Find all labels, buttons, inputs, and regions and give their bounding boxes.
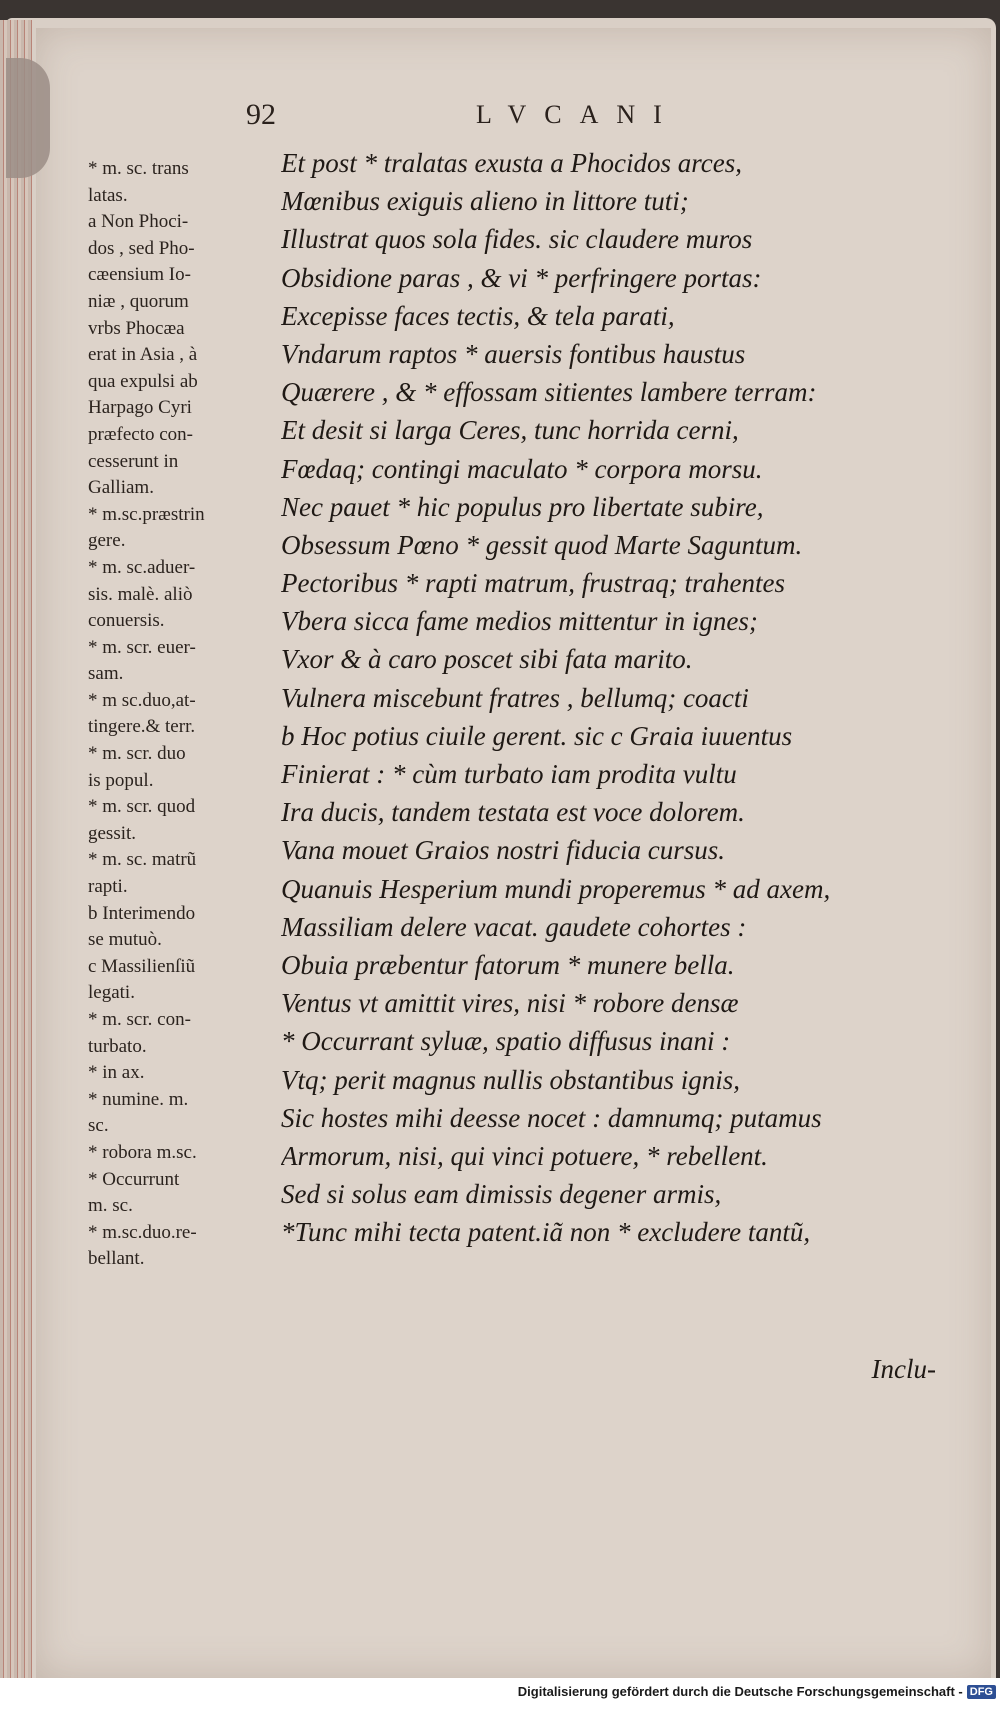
margin-note: * m. scr. quod — [88, 796, 196, 818]
margin-note: se mutuò. — [88, 929, 162, 951]
margin-note: qua expulsi ab — [88, 370, 198, 392]
verse-line: Finierat : * cùm turbato iam prodita vultu — [281, 759, 737, 789]
verse-line: Vtq; perit magnus nullis obstantibus ignis, — [281, 1064, 741, 1095]
margin-note: * m.sc.duo.re- — [88, 1221, 197, 1243]
margin-note: c Massilienſiũ — [88, 955, 196, 977]
verse-line: Vulnera miscebunt fratres , bellumq; coacti — [281, 682, 749, 713]
margin-note: gere. — [88, 530, 126, 552]
page-number: 92 — [246, 98, 276, 131]
verse-line: Armorum, nisi, qui vinci potuere, * rebellent. — [281, 1140, 768, 1171]
verse-line: b Hoc potius ciuile gerent. sic c Graia iuuentus — [281, 720, 793, 751]
verse-line: *Tunc mihi tecta patent.iã non * excludere tantũ, — [281, 1217, 811, 1248]
verse-line: Quanuis Hesperium mundi properemus * ad axem, — [281, 873, 831, 904]
verse-line: Vana mouet Graios nostri fiducia cursus. — [281, 835, 726, 866]
page-header — [36, 98, 991, 138]
margin-note: * m. sc.aduer- — [88, 556, 196, 578]
verse-line: Fœdaq; contingi maculato * corpora morsu. — [281, 453, 763, 484]
margin-note: sis. malè. aliò — [88, 583, 193, 605]
margin-note: niæ , quorum — [88, 290, 189, 312]
margin-note: sc. — [88, 1115, 109, 1137]
margin-note: * m sc.duo,at- — [88, 689, 196, 711]
verse-line: Vbera sicca fame medios mittentur in ignes; — [281, 606, 758, 637]
verse-line: Nec pauet * hic populus pro libertate subire, — [281, 491, 764, 522]
margin-note: * m. scr. duo — [88, 743, 186, 765]
verse-line: Obsidione paras , & vi * perfringere portas: — [281, 262, 762, 293]
verse-line: Ira ducis, tandem testata est voce dolorem. — [281, 797, 745, 828]
margin-note: erat in Asia , à — [88, 344, 198, 366]
margin-note: præfecto con- — [88, 423, 193, 445]
margin-note: latas. — [88, 184, 128, 206]
verse-line: Et post * tralatas exusta a Phocidos arces, — [281, 148, 742, 178]
margin-note: * m. scr. con- — [88, 1009, 191, 1030]
margin-note: turbato. — [88, 1035, 147, 1057]
margin-note: rapti. — [88, 876, 128, 898]
verse-line: Quærere , & * effossam sitientes lambere terram: — [281, 377, 817, 408]
verse-line: * Occurrant syluæ, spatio diffusus inani : — [281, 1026, 731, 1057]
verse-line: Mœnibus exiguis alieno in littore tuti; — [281, 186, 689, 217]
verse-line: Vxor & à caro poscet sibi fata marito. — [281, 644, 693, 675]
margin-note: Galliam. — [88, 477, 154, 499]
margin-note: * m. sc. matrũ — [88, 849, 197, 871]
margin-note: * Occurrunt — [88, 1168, 180, 1190]
digitization-credit — [518, 1684, 996, 1699]
margin-note: legati. — [88, 982, 135, 1004]
verse-line: Obsessum Pœno * gessit quod Marte Saguntum. — [281, 529, 803, 560]
margin-note: cæensium Io- — [88, 264, 191, 286]
margin-note: * numine. m. — [88, 1088, 189, 1110]
margin-note: gessit. — [88, 822, 137, 844]
verse-line: Massiliam delere vacat. gaudete cohortes : — [281, 911, 747, 942]
verse-column — [281, 144, 981, 1251]
verse-line: Sed si solus eam dimissis degener armis, — [281, 1179, 722, 1210]
margin-note: b Interimendo — [88, 902, 196, 924]
verse-line: Et desit si larga Ceres, tunc horrida cerni, — [281, 415, 739, 446]
margin-note: dos , sed Pho- — [88, 237, 195, 259]
margin-note: vrbs Phocæa — [88, 317, 185, 339]
margin-note: is popul. — [88, 769, 154, 791]
running-head: LVCANI — [476, 100, 680, 129]
margin-note: * m. scr. euer- — [88, 636, 196, 658]
margin-note: conuersis. — [88, 610, 165, 632]
verse-line: Pectoribus * rapti matrum, frustraq; trahentes — [281, 568, 785, 599]
verse-line: Illustrat quos sola fides. sic claudere muros — [281, 224, 753, 255]
credit-text: Digitalisierung gefördert durch die Deutsche Forschungsgemeinschaft - — [517, 1684, 963, 1699]
verse-line: Obuia præbentur fatorum * munere bella. — [281, 949, 735, 980]
margin-note: sam. — [88, 663, 124, 685]
margin-note: * m. sc. trans — [88, 158, 189, 179]
margin-note: * m.sc.præstrin — [88, 503, 205, 525]
thumb-shadow — [6, 58, 50, 178]
margin-note: cesserunt in — [88, 450, 179, 472]
margin-note: bellant. — [88, 1248, 145, 1270]
dfg-logo-badge: DFG — [967, 1685, 996, 1699]
margin-note: * in ax. — [88, 1062, 145, 1084]
page-edges — [0, 20, 32, 1678]
verse-line: Ventus vt amittit vires, nisi * robore densæ — [281, 988, 739, 1019]
margin-note: * robora m.sc. — [88, 1141, 197, 1163]
verse-line: Sic hostes mihi deesse nocet : damnumq; putamus — [281, 1102, 822, 1133]
margin-note: a Non Phoci- — [88, 211, 189, 233]
book-page — [36, 28, 991, 1678]
catchword: Inclu- — [871, 1354, 936, 1384]
margin-notes — [88, 156, 298, 1273]
verse-line: Vndarum raptos * auersis fontibus haustus — [281, 338, 746, 369]
verse-line: Excepisse faces tectis, & tela parati, — [281, 300, 675, 331]
margin-note: tingere.& terr. — [88, 716, 196, 738]
margin-note: Harpago Cyri — [88, 397, 192, 419]
margin-note: m. sc. — [88, 1195, 133, 1217]
